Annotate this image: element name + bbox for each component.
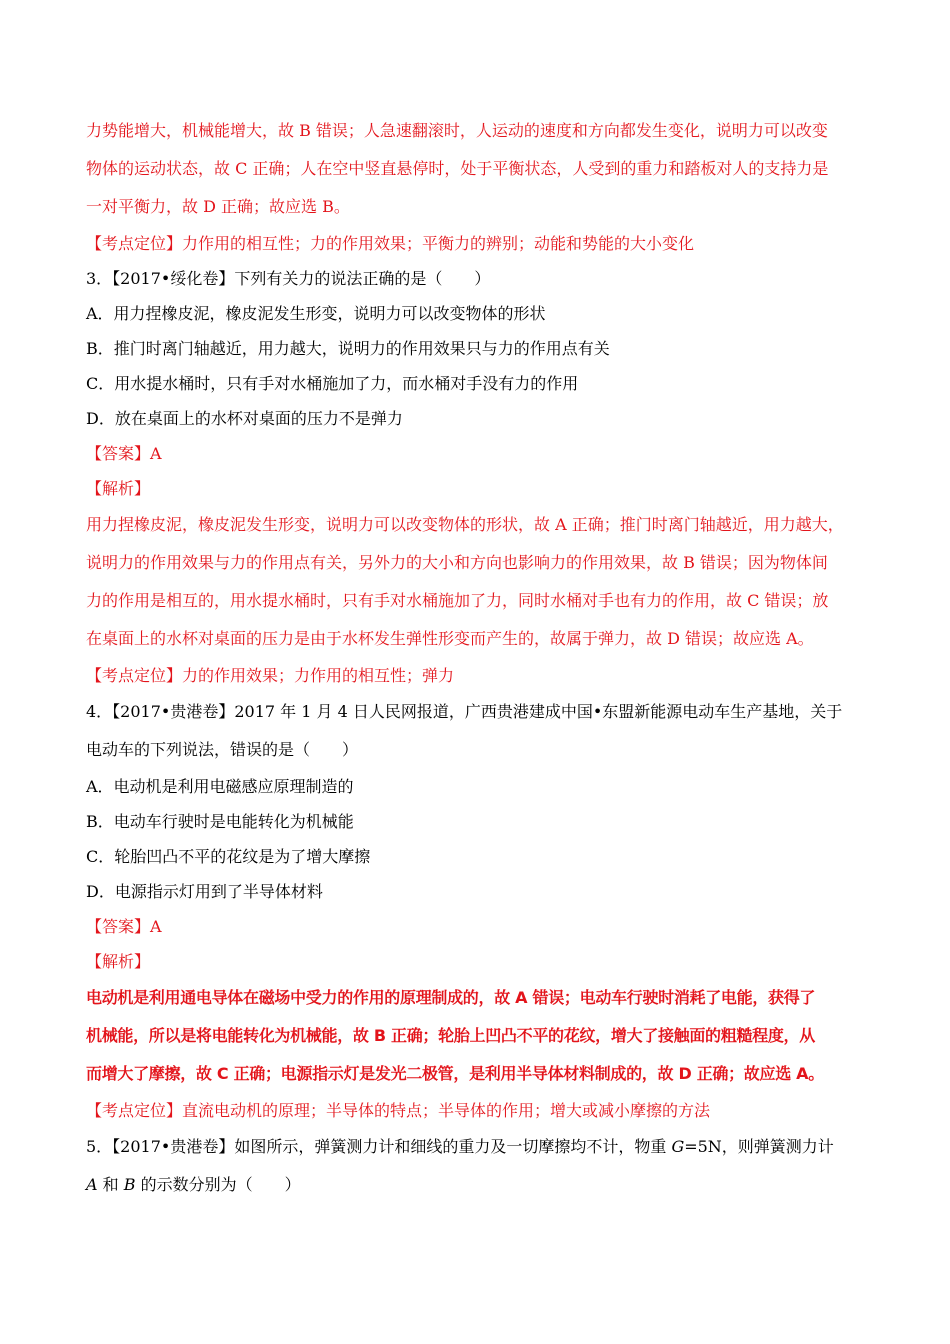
- q5-var-a: A: [86, 1175, 98, 1194]
- q4-jiexi-label: 【解析】: [86, 952, 151, 971]
- q4-option-a: A．电动机是利用电磁感应原理制造的: [86, 777, 354, 796]
- kaodian-previous: 【考点定位】力作用的相互性；力的作用效果；平衡力的辨别；动能和势能的大小变化: [86, 234, 695, 253]
- q3-kaodian: 【考点定位】力的作用效果；力作用的相互性；弹力: [86, 666, 455, 685]
- q4-jiexi-line-1: 电动机是利用通电导体在磁场中受力的作用的原理制成的，故 A 错误；电动车行驶时消耗了电能，获得了: [86, 988, 816, 1007]
- q5-stem-line-1: [86, 1128, 876, 1166]
- q5-var-b: B: [123, 1175, 136, 1194]
- q3-option-b: B．推门时离门轴越近，用力越大，说明力的作用效果只与力的作用点有关: [86, 339, 610, 358]
- continuation-line-1: 力势能增大，机械能增大，故 B 错误；人急速翻滚时，人运动的速度和方向都发生变化，说明力可以改变: [86, 121, 828, 140]
- q4-kaodian: 【考点定位】直流电动机的原理；半导体的特点；半导体的作用；增大或减小摩擦的方法: [86, 1101, 711, 1120]
- q5-stem-text-b: =5N，则弹簧测力计: [684, 1137, 834, 1156]
- q4-stem-line-2: 电动车的下列说法，错误的是（ ）: [86, 740, 359, 759]
- document-page: [86, 112, 876, 1204]
- q5-var-g: G: [671, 1137, 685, 1156]
- q4-option-c: C．轮胎凹凸不平的花纹是为了增大摩擦: [86, 847, 371, 866]
- q4-option-b: B．电动车行驶时是电能转化为机械能: [86, 812, 354, 831]
- q3-jiexi-line-4: 在桌面上的水杯对桌面的压力是由于水杯发生弹性形变而产生的，故属于弹力，故 D 错误；故应选 A。: [86, 629, 814, 648]
- q3-jiexi-label: 【解析】: [86, 479, 151, 498]
- q3-option-c: C．用水提水桶时，只有手对水桶施加了力，而水桶对手没有力的作用: [86, 374, 579, 393]
- q3-jiexi-line-1: 用力捏橡皮泥，橡皮泥发生形变，说明力可以改变物体的形状，故 A 正确；推门时离门轴越近，用力越大，: [86, 515, 844, 534]
- q4-answer: 【答案】A: [86, 917, 162, 936]
- q5-stem-text-c: 和: [97, 1175, 124, 1194]
- q4-stem-line-1: 4．【2017•贵港卷】2017 年 1 月 4 日人民网报道，广西贵港建成中国•东盟新能源电动车生产基地，关于: [86, 702, 843, 721]
- q5-stem-text-a: 5．【2017•贵港卷】如图所示，弹簧测力计和细线的重力及一切摩擦均不计，物重: [86, 1137, 672, 1156]
- q3-option-a: A．用力捏橡皮泥，橡皮泥发生形变，说明力可以改变物体的形状: [86, 304, 546, 323]
- q3-jiexi-line-2: 说明力的作用效果与力的作用点有关，另外力的大小和方向也影响力的作用效果，故 B 错误；因为物体间: [86, 553, 828, 572]
- q5-stem-line-2: [86, 1166, 876, 1204]
- continuation-line-3: 一对平衡力，故 D 正确；故应选 B。: [86, 197, 350, 216]
- q3-option-d: D．放在桌面上的水杯对桌面的压力不是弹力: [86, 409, 403, 428]
- q3-jiexi-line-3: 力的作用是相互的，用水提水桶时，只有手对水桶施加了力，同时水桶对手也有力的作用，故 C 错误；放: [86, 591, 829, 610]
- q4-jiexi-line-3: 而增大了摩擦，故 C 正确；电源指示灯是发光二极管，是利用半导体材料制成的，故 D 正确；故应选 A。: [86, 1064, 824, 1083]
- q3-stem: 3．【2017•绥化卷】下列有关力的说法正确的是（ ）: [86, 269, 491, 288]
- q3-answer: 【答案】A: [86, 444, 162, 463]
- q4-option-d: D．电源指示灯用到了半导体材料: [86, 882, 323, 901]
- q5-stem-text-d: 的示数分别为（ ）: [135, 1175, 301, 1194]
- continuation-line-2: 物体的运动状态，故 C 正确；人在空中竖直悬停时，处于平衡状态，人受到的重力和踏板对人的支持力是: [86, 159, 829, 178]
- q4-jiexi-line-2: 机械能，所以是将电能转化为机械能，故 B 正确；轮胎上凹凸不平的花纹，增大了接触面的粗糙程度，从: [86, 1026, 815, 1045]
